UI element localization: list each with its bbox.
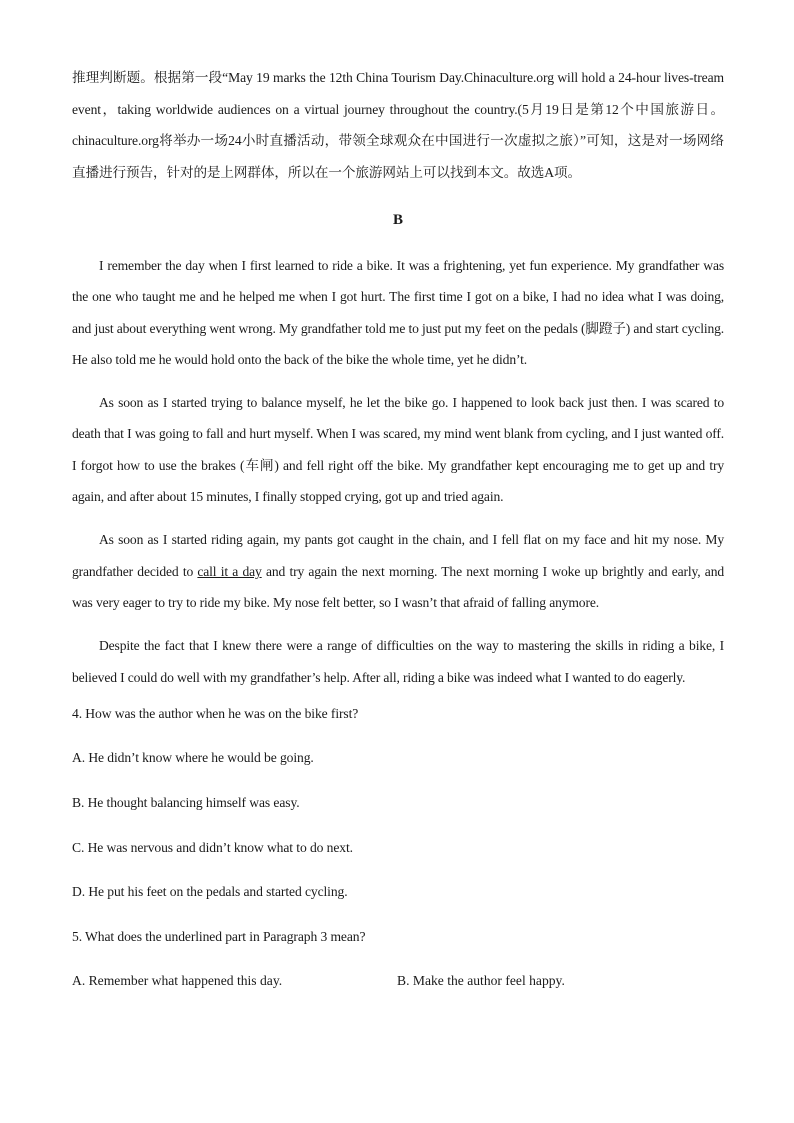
passage-paragraph-4: Despite the fact that I knew there were a range of difficulties on the way to mastering the skills in riding a bike, I believed I could do well with my grandfather’s help. After all, riding a bike was indeed what I wanted to do eagerly. (72, 638, 724, 685)
answer-explanation: 推理判断题。根据第一段“May 19 marks the 12th China Tourism Day.Chinaculture.org will hold a 24-hour lives-tream event，taking worldwide audiences on a virtual journey throughout the country.(5月19日是第12个中国旅游日。chinaculture.org将举办一场24小时直播活动，带领全球观众在中国进行一次虚拟之旅）”可知，这是对一场网络直播进行预告，针对的是上网群体，所以在一个旅游网站上可以找到本文。故选A项。 (72, 70, 724, 180)
question-4-option-a: A. He didn’t know where he would be going. (72, 750, 314, 766)
question-5-option-a: A. Remember what happened this day. (72, 973, 283, 989)
underlined-phrase: call it a day (197, 563, 262, 579)
paragraph-3-text-after: and try again the next morning. The next morning I woke up brightly and early, and was very eager to try to ride my bike. My nose felt better, so I wasn’t that afraid of falling anymore. (72, 563, 724, 610)
question-4-option-d: D. He put his feet on the pedals and started cycling. (72, 884, 348, 900)
passage-paragraph-2: As soon as I started trying to balance myself, he let the bike go. I happened to look back just then. I was scared to death that I was going to fall and hurt myself. When I was scared, my mind went blank from cycling, and I just wanted off. I forgot how to use the brakes (车闸) and fell right off the bike. My grandfather kept encouraging me to get up and try again, and after about 15 minutes, I finally stopped crying, got up and tried again. (72, 395, 724, 505)
passage-paragraph-3 (72, 524, 724, 618)
question-5-stem: 5. What does the underlined part in Paragraph 3 mean? (72, 928, 366, 944)
paragraph-3-text-before: As soon as I started riding again, my pants got caught in the chain, and I fell flat on my face and hit my nose. My grandfather decided to (72, 532, 724, 579)
document-page (72, 62, 724, 992)
question-5-option-b: B. Make the author feel happy. (397, 973, 565, 989)
question-4-option-c: C. He was nervous and didn’t know what to do next. (72, 839, 353, 855)
section-title: B (392, 212, 403, 228)
question-4-stem: 4. How was the author when he was on the bike first? (72, 705, 359, 721)
question-4-option-b: B. He thought balancing himself was easy. (72, 795, 300, 811)
question-5-options-row (72, 970, 724, 992)
passage-paragraph-1: I remember the day when I first learned to ride a bike. It was a frightening, yet fun experience. My grandfather was the one who taught me and he helped me when I got hurt. The first time I got on a bike, I had no idea what I was doing, and just about everything went wrong. My grandfather told me to just put my feet on the pedals (脚蹬子) and start cycling. He also told me he would hold onto the back of the bike the whole time, yet he didn’t. (72, 258, 724, 367)
